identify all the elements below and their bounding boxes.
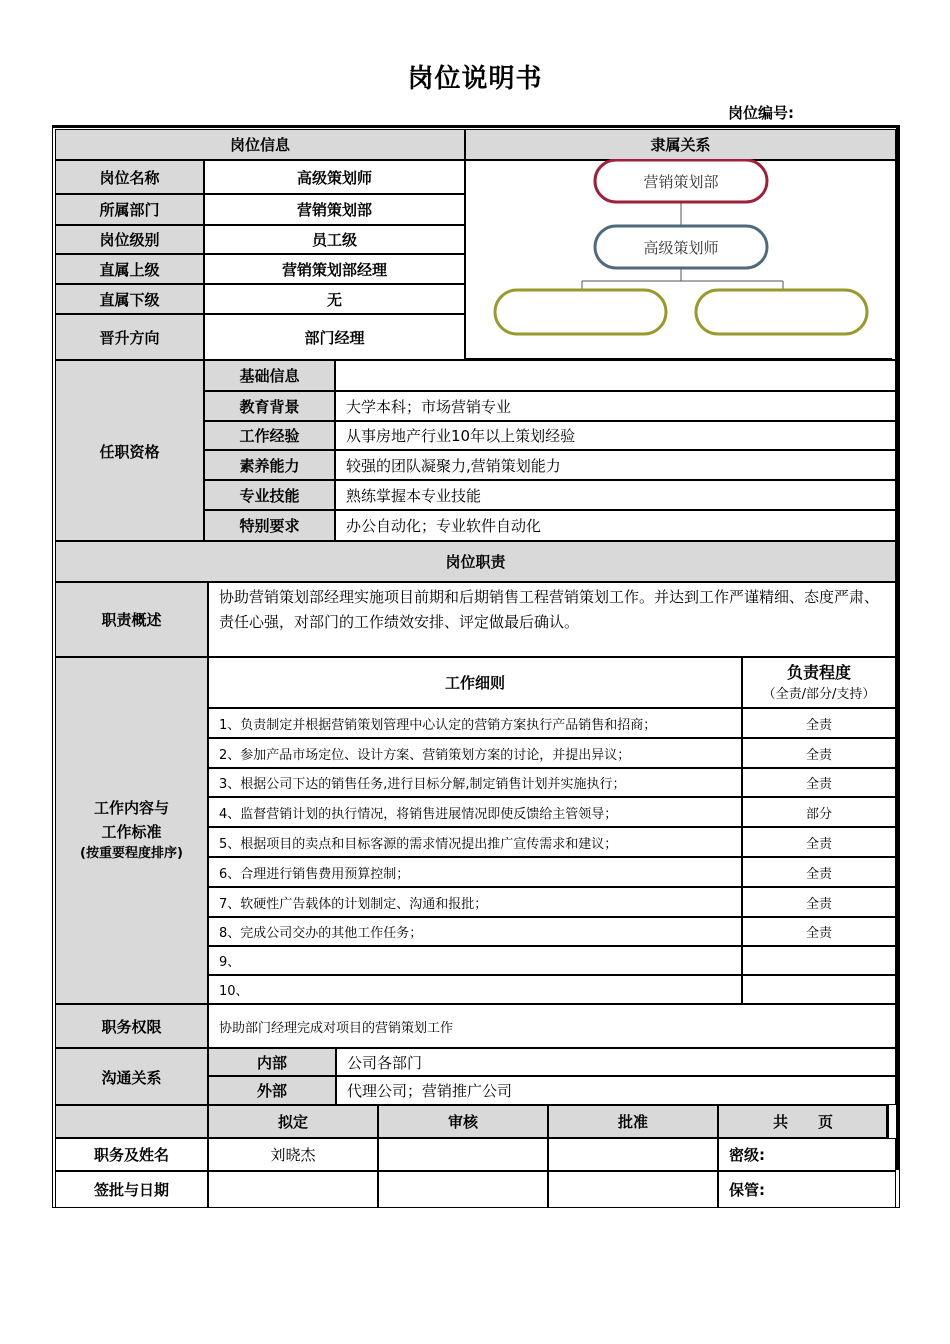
sign-row2-review (378, 1171, 548, 1208)
work-item-2-text: 2、参加产品市场定位、设计方案、营销策划方案的讨论，并提出异议； (208, 738, 742, 768)
work-item-10-text: 10、 (208, 975, 742, 1004)
qualification-label: 任职资格 (55, 360, 204, 542)
comm-label: 沟通关系 (55, 1048, 208, 1106)
position-code-label: 岗位编号: (728, 104, 794, 122)
work-resp-header-title: 负责程度 (786, 662, 851, 682)
comm-label-internal: 内部 (208, 1048, 336, 1076)
work-item-1-text: 1、负责制定并根据营销策划管理中心认定的营销方案执行产品销售和招商； (208, 708, 742, 738)
org-box-bottom-left (495, 290, 666, 334)
org-box-bottom-right (696, 290, 867, 334)
work-item-7-text: 7、软硬性广告载体的计划制定、沟通和报批； (208, 887, 742, 917)
sign-row2-approve (548, 1171, 718, 1208)
work-resp-header-sub: （全责/部分/支持） (762, 686, 876, 702)
work-item-3-level: 全责 (742, 768, 896, 797)
org-box-top-label: 营销策划部 (643, 173, 719, 191)
info-label-name: 岗位名称 (55, 160, 204, 194)
work-item-6-level: 全责 (742, 857, 896, 887)
work-item-6-text: 6、合理进行销售费用预算控制； (208, 857, 742, 887)
qual-value-special: 办公自动化；专业软件自动化 (335, 510, 896, 541)
sign-row1-label: 职务及姓名 (55, 1138, 208, 1171)
work-content-label (55, 657, 208, 1004)
org-chart (465, 159, 895, 359)
info-value-level: 员工级 (204, 225, 465, 254)
qual-label-basic: 基础信息 (204, 360, 335, 391)
info-label-dept: 所属部门 (55, 194, 204, 225)
document-title: 岗位说明书 (407, 64, 543, 94)
sign-corner (55, 1105, 208, 1138)
sign-row1-review (378, 1138, 548, 1171)
work-label-line1: 工作内容与 (93, 799, 169, 818)
work-label-line3: (按重要程度排序) (80, 846, 183, 862)
sign-header-shadow (886, 1105, 889, 1138)
work-item-5-text: 5、根据项目的卖点和目标客源的需求情况提出推广宣传需求和建议； (208, 827, 742, 857)
qual-value-skill: 熟练掌握本专业技能 (335, 480, 896, 510)
work-item-2-level: 全责 (742, 738, 896, 768)
sign-header-review: 审核 (378, 1105, 548, 1138)
sign-row2-label: 签批与日期 (55, 1171, 208, 1208)
qual-value-basic (335, 360, 896, 391)
sign-row1-approve (548, 1138, 718, 1171)
info-value-superior: 营销策划部经理 (204, 254, 465, 284)
info-label-superior: 直属上级 (55, 254, 204, 284)
sign-row2-draft (208, 1171, 378, 1208)
comm-value-external: 代理公司；营销推广公司 (336, 1076, 896, 1105)
info-value-subordinate: 无 (204, 284, 465, 314)
duty-summary-text: 协助营销策划部经理实施项目前期和后期销售工程营销策划工作。并达到工作严谨精细、态度严肃、责任心强，对部门的工作绩效安排、评定做最后确认。 (208, 582, 896, 657)
info-label-subordinate: 直属下级 (55, 284, 204, 314)
duty-section-header: 岗位职责 (55, 541, 896, 582)
qual-value-ability: 较强的团队凝聚力,营销策划能力 (335, 450, 896, 480)
qual-label-skill: 专业技能 (204, 480, 335, 510)
comm-value-internal: 公司各部门 (336, 1048, 896, 1076)
sign-header-draft: 拟定 (208, 1105, 378, 1138)
info-value-dept: 营销策划部 (204, 194, 465, 225)
info-value-promotion: 部门经理 (204, 314, 465, 360)
sign-keep-label: 保管: (718, 1171, 896, 1208)
relation-section-header: 隶属关系 (465, 129, 896, 160)
info-value-name: 高级策划师 (204, 160, 465, 194)
authority-label: 职务权限 (55, 1004, 208, 1048)
work-item-10-level (742, 975, 896, 1004)
qual-label-ability: 素养能力 (204, 450, 335, 480)
work-item-3-text: 3、根据公司下达的销售任务,进行目标分解,制定销售计划并实施执行； (208, 768, 742, 797)
sign-secret-label: 密级: (718, 1138, 896, 1171)
frame-shadow-top (52, 125, 900, 128)
duty-summary-label: 职责概述 (55, 582, 208, 657)
sign-row1-draft: 刘晓杰 (208, 1138, 378, 1171)
qual-label-experience: 工作经验 (204, 421, 335, 450)
work-item-4-text: 4、监督营销计划的执行情况，将销售进展情况即使反馈给主管领导； (208, 797, 742, 827)
work-item-9-text: 9、 (208, 946, 742, 975)
work-item-8-text: 8、完成公司交办的其他工作任务； (208, 917, 742, 946)
info-label-promotion: 晋升方向 (55, 314, 204, 360)
work-item-1-level: 全责 (742, 708, 896, 738)
org-box-mid-label: 高级策划师 (643, 239, 719, 257)
info-label-level: 岗位级别 (55, 225, 204, 254)
work-item-7-level: 全责 (742, 887, 896, 917)
qual-label-education: 教育背景 (204, 391, 335, 421)
qual-label-special: 特别要求 (204, 510, 335, 541)
sign-header-pages: 共 页 (718, 1105, 888, 1138)
work-item-4-level: 部分 (742, 797, 896, 827)
frame-shadow-right (896, 125, 899, 1170)
work-item-8-level: 全责 (742, 917, 896, 946)
qual-value-experience: 从事房地产行业10年以上策划经验 (335, 421, 896, 450)
work-item-9-level (742, 946, 896, 975)
comm-label-external: 外部 (208, 1076, 336, 1105)
work-detail-header: 工作细则 (208, 657, 742, 708)
work-resp-header (742, 657, 896, 708)
work-label-line2: 工作标准 (101, 823, 162, 842)
info-section-header: 岗位信息 (55, 129, 465, 160)
sign-header-approve: 批准 (548, 1105, 718, 1138)
qual-value-education: 大学本科；市场营销专业 (335, 391, 896, 421)
authority-value: 协助部门经理完成对项目的营销策划工作 (208, 1004, 896, 1048)
work-item-5-level: 全责 (742, 827, 896, 857)
